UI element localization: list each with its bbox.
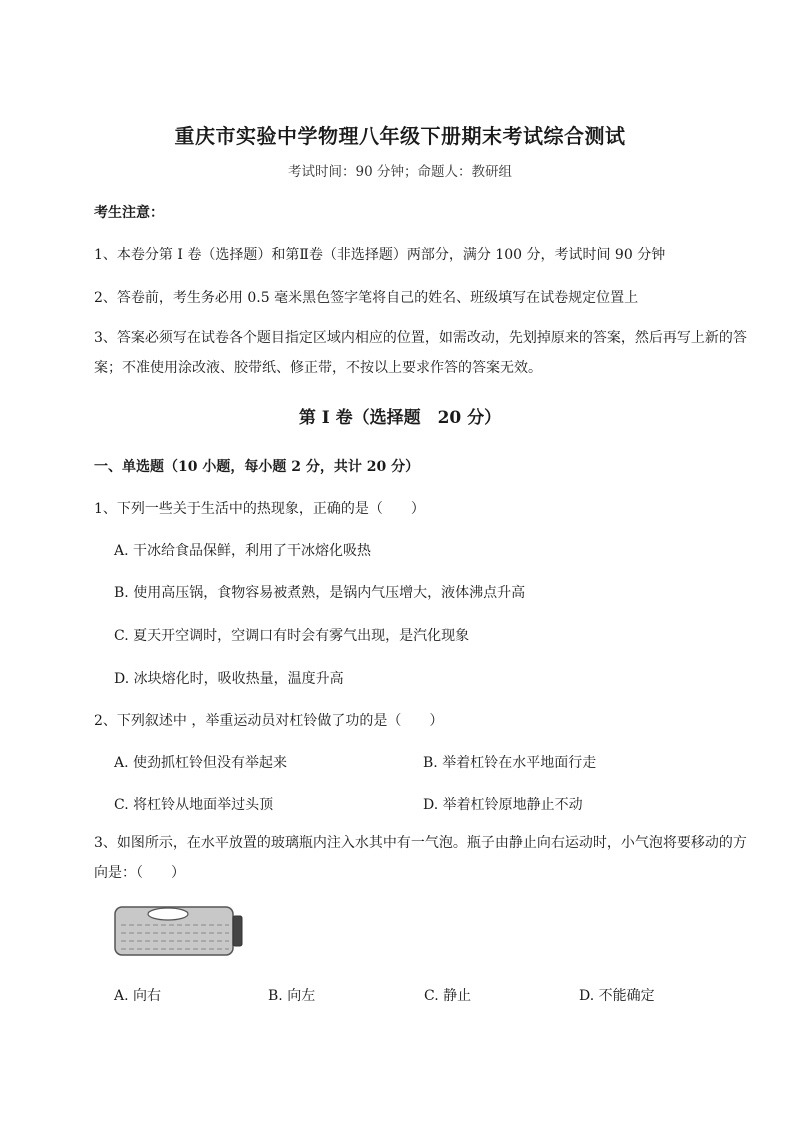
section-title: 第 I 卷（选择题 20 分） [298, 408, 502, 428]
notice-item: 3、答案必须写在试卷各个题目指定区域内相应的位置，如需改动，先划掉原来的答案，然后再写上新的答案；不准使用涂改液、胶带纸、修正带，不按以上要求作答的答案无效。 [94, 330, 747, 376]
page-title: 重庆市实验中学物理八年级下册期末考试综合测试 [174, 124, 626, 148]
option-d[interactable]: D. 不能确定 [579, 988, 655, 1004]
notice-item: 1、本卷分第 I 卷（选择题）和第Ⅱ卷（非选择题）两部分，满分 100 分，考试时间 90 分钟 [94, 247, 666, 263]
notice-item: 2、答卷前，考生务必用 0.5 毫米黑色签字笔将自己的姓名、班级填写在试卷规定位置上 [94, 290, 639, 306]
bottle-cap [233, 916, 242, 946]
question-stem: 3、如图所示，在水平放置的玻璃瓶内注入水其中有一气泡。瓶子由静止向右运动时，小气泡将要移动的方向是：（ ） [94, 835, 747, 881]
water-bottle-figure [113, 905, 245, 957]
option-d[interactable]: D. 举着杠铃原地静止不动 [423, 797, 583, 813]
option-a[interactable]: A. 使劲抓杠铃但没有举起来 [114, 755, 288, 771]
option-d[interactable]: D. 冰块熔化时，吸收热量，温度升高 [114, 671, 344, 687]
option-b[interactable]: B. 向左 [268, 988, 316, 1004]
question-stem: 2、下列叙述中 ，举重运动员对杠铃做了功的是（ ） [94, 713, 444, 729]
notice-heading: 考生注意： [94, 205, 164, 221]
option-a[interactable]: A. 向右 [114, 988, 162, 1004]
option-a[interactable]: A. 干冰给食品保鲜，利用了干冰熔化吸热 [114, 543, 372, 559]
air-bubble [148, 908, 188, 920]
question-stem: 1、下列一些关于生活中的热现象，正确的是（ ） [94, 501, 425, 517]
option-b[interactable]: B. 举着杠铃在水平地面行走 [423, 755, 597, 771]
option-c[interactable]: C. 夏天开空调时，空调口有时会有雾气出现，是汽化现象 [114, 628, 470, 644]
option-b[interactable]: B. 使用高压锅，食物容易被煮熟，是锅内气压增大，液体沸点升高 [114, 585, 526, 601]
option-c[interactable]: C. 将杠铃从地面举过头顶 [114, 797, 274, 813]
exam-info: 考试时间：90 分钟；命题人：教研组 [288, 164, 512, 180]
option-c[interactable]: C. 静止 [424, 988, 472, 1004]
question-group-heading: 一、单选题（10 小题，每小题 2 分，共计 20 分） [94, 459, 420, 475]
